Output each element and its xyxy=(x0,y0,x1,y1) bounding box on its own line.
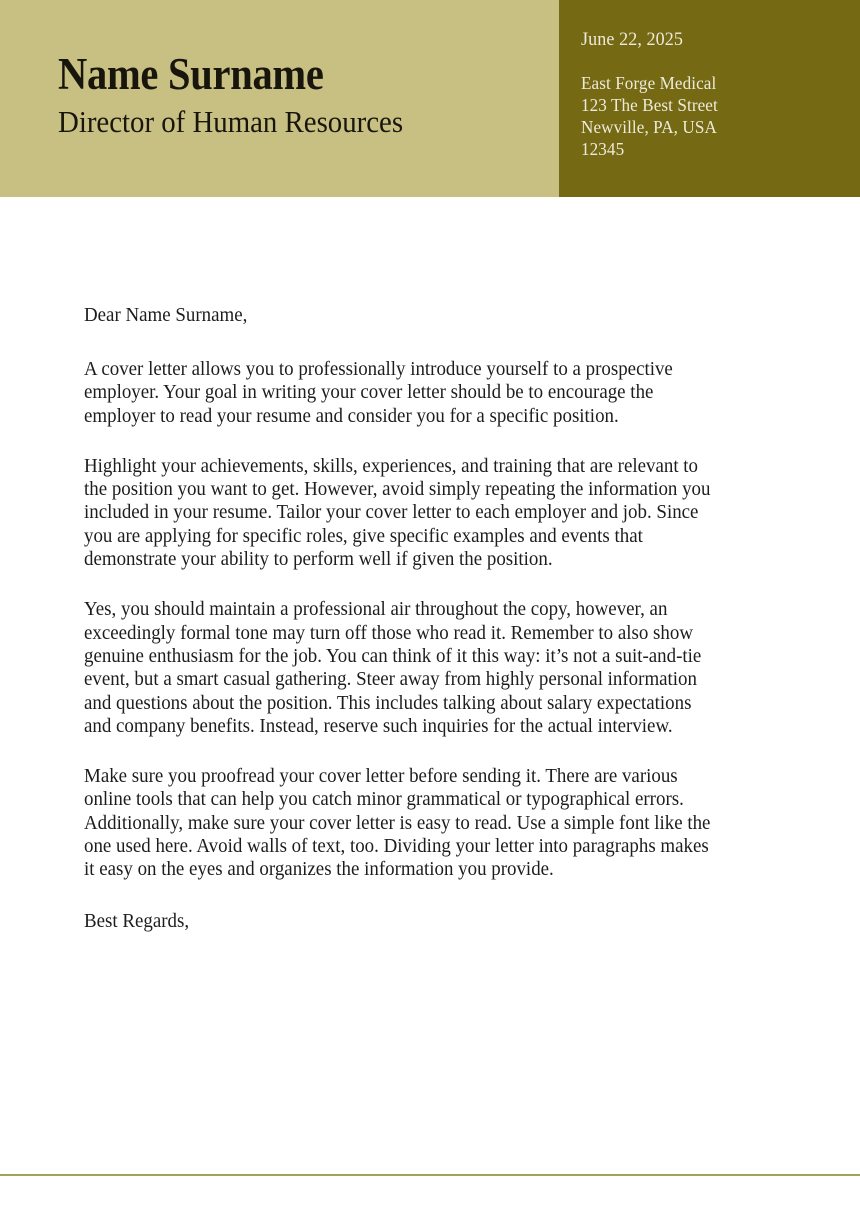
letter-paragraph-2: Highlight your achievements, skills, experiences, and training that are relevant to the position you want to get. However, avoid simply repeating the information you included in your resume. Tailor your cover letter to each employer and job. Since you are applying for specific roles, give specific examples and events that demonstrate your ability to perform well if given the position. xyxy=(84,455,711,571)
letter-paragraph-4: Make sure you proofread your cover letter before sending it. There are various online tools that can help you catch minor grammatical or typographical errors. Additionally, make sure your cover letter is easy to read. Use a simple font like the one used here. Avoid walls of text, too. Dividing your letter into paragraphs makes it easy on the eyes and organizes the information you provide. xyxy=(84,766,711,881)
contact-details xyxy=(581,28,851,160)
letterhead-header xyxy=(0,0,860,197)
footer-divider xyxy=(0,1174,860,1176)
letterhead-contact-block xyxy=(559,0,860,197)
letterhead-identity-block xyxy=(0,0,559,197)
letter-paragraph-3: Yes, you should maintain a professional air throughout the copy, however, an exceedingly formal tone may turn off those who read it. Remember to also show genuine enthusiasm for the job. You can think of it this way: it’s not a suit-and-tie event, but a smart casual gathering. Steer away from highly personal information and questions about the position. This includes talking about salary expectations and company benefits. Instead, reserve such inquiries for the actual interview. xyxy=(84,599,702,737)
letter-paragraph-1: A cover letter allows you to professionally introduce yourself to a prospective employer. Your goal in writing your cover letter should be to encourage the employer to read your resume and consider you for a specific position. xyxy=(84,359,673,427)
letter-date: June 22, 2025 xyxy=(581,29,684,50)
letter-closing: Best Regards, xyxy=(84,910,190,932)
address-line-2: 123 The Best Street xyxy=(581,95,718,115)
letter-salutation: Dear Name Surname, xyxy=(84,305,248,326)
sender-name: Name Surname xyxy=(58,49,324,99)
letter-body xyxy=(84,303,732,935)
address-line-3: Newville, PA, USA xyxy=(581,117,717,137)
address-line-4: 12345 xyxy=(581,139,625,159)
recipient-address xyxy=(581,72,851,160)
name-block xyxy=(58,49,528,142)
address-line-1: East Forge Medical xyxy=(581,73,717,93)
sender-job-title: Director of Human Resources xyxy=(58,104,404,139)
